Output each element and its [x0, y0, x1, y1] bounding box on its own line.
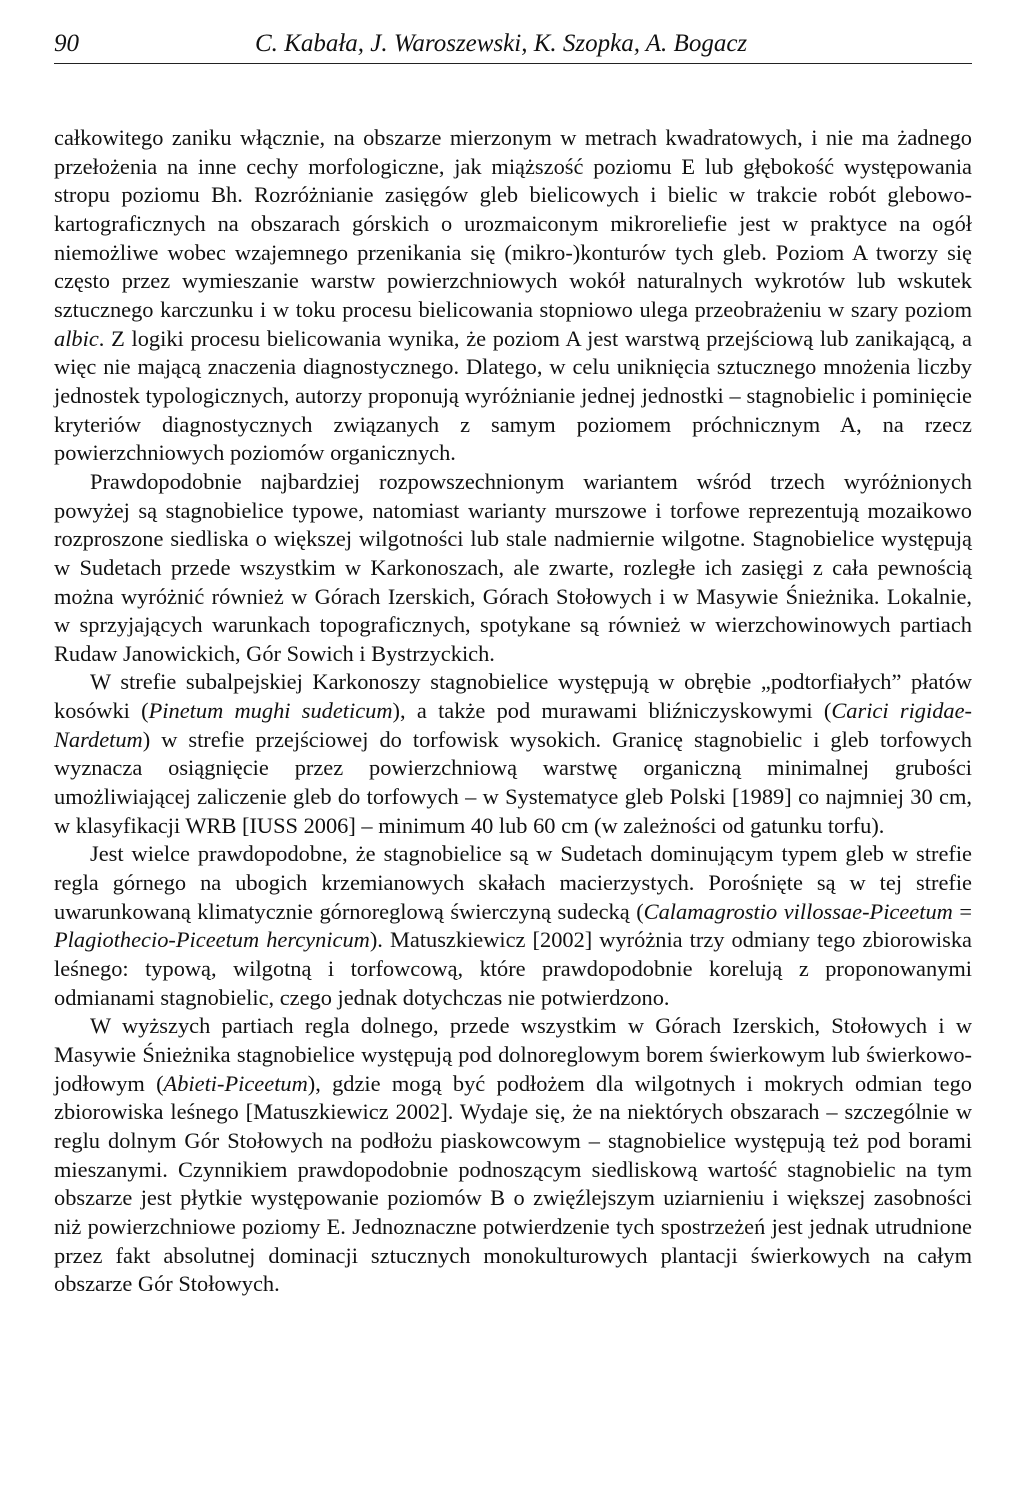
paragraph-3-text-a: W strefie subalpejskiej Karkonoszy stagnobielice występują w obrębie „podtorfiałych” płatów kosówki ( — [54, 669, 972, 724]
paragraph-2-text: Prawdopodobnie najbardziej rozpowszechnionym wariantem wśród trzech wyróżnionych powyżej są stagnobielice typowe, natomiast warianty murszowe i torfowe reprezentują mozaikowo rozproszone siedliska o większej wilgotności lub stale nadmiernie wilgotne. Stagnobielice występują w Sudetach przede wszystkim w Karkonoszach, ale zwarte, rozległe ich zasięgi z cała pewnością można wyróżnić również w Górach Izerskich, Górach Stołowych i w Masywie Śnieżnika. Lokalnie, w sprzyjających warunkach topograficznych, spotykane są również w wierzchowinowych partiach Rudaw Janowickich, Gór Sowich i Bystrzyckich. — [54, 468, 972, 666]
page-header — [54, 22, 972, 66]
document-page — [54, 22, 972, 1299]
paragraph-4 — [54, 840, 972, 1012]
paragraph-1 — [54, 124, 972, 468]
paragraph-3-italic-term-1: Pinetum mughi sudeticum — [148, 698, 393, 724]
paragraph-5-text-b: ), gdzie mogą być podłożem dla wilgotnych i mokrych odmian tego zbiorowiska leśnego [Matuszkiewicz 2002]. Wydaje się, że na niektórych obszarach – szczególnie w reglu dolnym Gór Stołowych na podłożu piaskowcowym – stagnobielice występują też pod borami mieszanymi. Czynnikiem prawdopodobnie podnoszącym siedliskową wartość stagnobielic na tym obszarze jest płytkie występowanie poziomów B o zwięźlejszym uziarnieniu i większej zasobności niż powierzchniowe poziomy E. Jednoznaczne potwierdzenie tych spostrzeżeń jest jednak utrudnione przez fakt absolutnej dominacji sztucznych monokulturowych plantacji świerkowych na całym obszarze Gór Stołowych. — [54, 1070, 972, 1297]
paragraph-3-text-b: ), a także pod murawami bliźniczyskowymi ( — [392, 698, 832, 724]
paragraph-3-italic-term-2: Carici rigidae-Nardetum — [54, 698, 972, 752]
paragraph-4-text-c: ). Matuszkiewicz [2002] wyróżnia trzy odmiany tego zbiorowiska leśnego: typową, wilgotną i torfowcową, które prawdopodobnie korelują z proponowanymi odmianami stagnobielic, czego jednak dotychczas nie potwierdzono. — [54, 927, 972, 1010]
body-text — [54, 124, 972, 1299]
header-rule — [54, 63, 972, 64]
paragraph-4-italic-term-2: Plagiothecio-Piceetum hercynicum — [54, 927, 370, 953]
paragraph-5 — [54, 1012, 972, 1299]
paragraph-4-text-a: Jest wielce prawdopodobne, że stagnobielice są w Sudetach dominującym typem gleb w strefie regla górnego na ubogich krzemianowych skałach macierzystych. Porośnięte są w tej strefie uwarunkowaną klimatycznie górnoreglową świerczyną sudecką ( — [54, 841, 972, 924]
running-head-authors: C. Kabała, J. Waroszewski, K. Szopka, A. Bogacz — [255, 30, 748, 57]
paragraph-1-text-a: całkowitego zaniku włącznie, na obszarze mierzonym w metrach kwadratowych, i nie ma żadnego przełożenia na inne cechy morfologiczne, jak miąższość poziomu E lub głębokość występowania stropu poziomu Bh. Rozróżnianie zasięgów gleb bielicowych i bielic w trakcie robót glebowo-kartograficznych na obszarach górskich o urozmaiconym mikroreliefie jest w praktyce na ogół niemożliwe wobec wzajemnego przenikania się (mikro-)konturów tych gleb. Poziom A tworzy się często przez wymieszanie warstw powierzchniowych wokół naturalnych wykrotów lub wskutek sztucznego karczunku i w toku procesu bielicowania stopniowo ulega przeobrażeniu w szary poziom — [54, 125, 972, 322]
paragraph-1-italic-term: albic — [54, 325, 99, 351]
paragraph-4-italic-term-1: Calamagrostio villossae-Piceetum — [643, 898, 953, 924]
paragraph-3-text-c: ) w strefie przejściowej do torfowisk wysokich. Granicę stagnobielic i gleb torfowych wyznacza osiągnięcie przez powierzchniową warstwę organiczną minimalnej grubości umożliwiającej zaliczenie gleb do torfowych – w Systematyce gleb Polski [1989] co najmniej 30 cm, w klasyfikacji WRB [IUSS 2006] – minimum 40 lub 60 cm (w zależności od gatunku torfu). — [54, 726, 972, 838]
paragraph-4-text-b: = — [952, 898, 972, 924]
paragraph-2 — [54, 468, 972, 669]
paragraph-3 — [54, 668, 972, 840]
paragraph-5-text-a: W wyższych partiach regla dolnego, przede wszystkim w Górach Izerskich, Stołowych i w Masywie Śnieżnika stagnobielice występują pod dolnoreglowym borem świerkowym lub świerkowo-jodłowym ( — [54, 1013, 972, 1096]
paragraph-5-italic-term: Abieti-Piceetum — [163, 1070, 308, 1096]
page-number: 90 — [54, 30, 79, 57]
paragraph-1-text-b: . Z logiki procesu bielicowania wynika, że poziom A jest warstwą przejściową lub zanikającą, a więc nie mającą znaczenia diagnostycznego. Dlatego, w celu uniknięcia sztucznego mnożenia liczby jednostek typologicznych, autorzy proponują wyróżnianie jednej jednostki – stagnobielic i pominięcie kryteriów diagnostycznych związanych z samym poziomem próchnicznym A, na rzecz powierzchniowych poziomów organicznych. — [54, 325, 972, 466]
